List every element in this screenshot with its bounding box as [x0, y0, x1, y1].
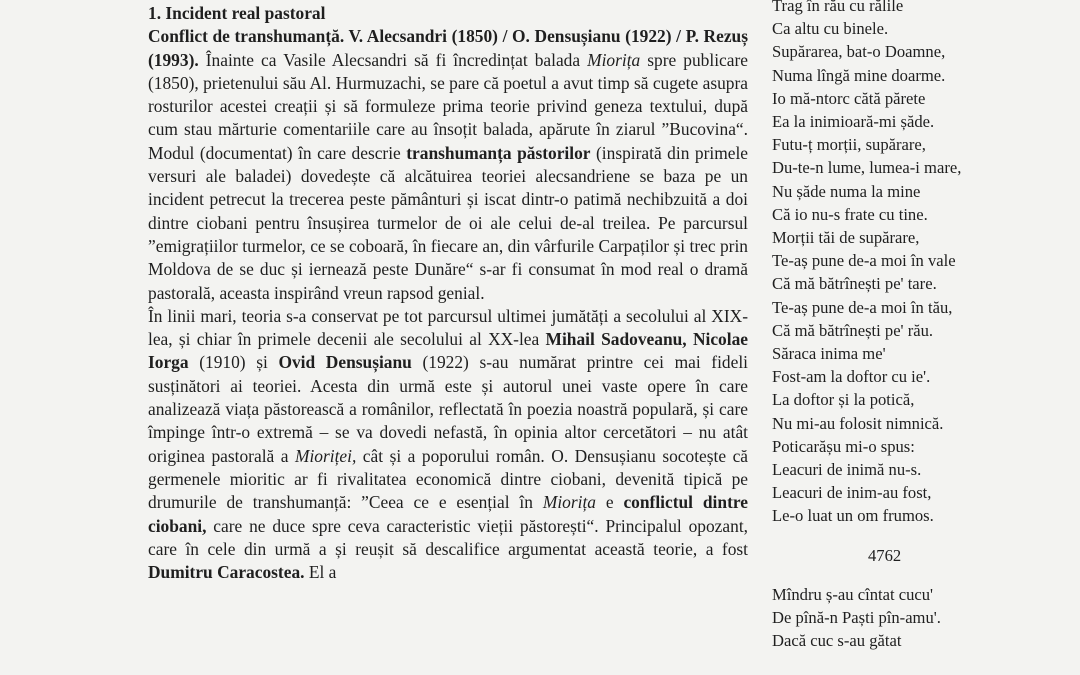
- bold-name: Ovid Densușianu: [278, 352, 412, 373]
- text: cât și a poporului român. O. Densușianu socotește că germenele mioritic ar fi rivalitatea economică dintre ciobani, devenită tipică pe drumurile de transhumanță: ”Ceea ce e esențial în: [148, 445, 749, 513]
- italic-title: Miorița: [587, 49, 641, 70]
- verse-line: Săraca inima me': [772, 344, 886, 364]
- verse-line: Poticarășu mi-o spus:: [772, 436, 915, 456]
- verse-line: Futu-ț morții, supărare,: [772, 135, 926, 155]
- verse-line: Numa lîngă mine doarme.: [772, 65, 946, 85]
- section-title: 1. Incident real pastoral: [148, 3, 326, 23]
- text: (1922) s-au numărat printre cei mai fideli susținători ai teoriei. Acesta din urmă este și autorul unei vaste opere în care analizează viața păstorească a românilor, reflectată în poezia noastră populară, și care împinge într-o extremă – se va dovedi nefastă, în opinia altor cercetători – nu atât originea pastorală a: [148, 352, 748, 466]
- verse-line: Io mă-ntorc cătă părete: [772, 88, 926, 108]
- verse-line: Du-te-n lume, lumea-i mare,: [772, 158, 962, 178]
- verse-line: Nu șăde numa la mine: [772, 181, 921, 201]
- song-number: 4762: [868, 545, 902, 565]
- verse-line: Te-aș pune de-a moi în vale: [772, 251, 956, 271]
- text: În linii mari, teoria s-a conservat pe tot parcursul ultimei jumătăți a secolului al XIX-lea, și chiar în primele decenii ale secolului al XX-lea: [148, 305, 748, 350]
- verse-line: Mîndru ș-au cîntat cucu': [772, 584, 934, 604]
- verse-line: Dacă cuc s-au gătat: [772, 631, 902, 651]
- verse-line: De pînă-n Paști pîn-amu'.: [772, 608, 941, 628]
- verse-line: Că io nu-s frate cu tine.: [772, 204, 928, 224]
- verse-block-1: [772, 0, 1072, 528]
- verse-column: [772, 0, 1072, 652]
- verse-line: Le-o luat un om frumos.: [772, 506, 934, 526]
- verse-line: Nu mi-au folosit nimnică.: [772, 413, 944, 433]
- verse-line: Fost-am la doftor cu ie'.: [772, 367, 931, 387]
- italic-title: Mioriței,: [294, 445, 357, 466]
- text: e: [595, 492, 624, 513]
- verse-line: Leacuri de inim-au fost,: [772, 483, 932, 503]
- paragraph-1: [148, 25, 748, 305]
- text: Înainte ca Vasile Alecsandri să fi încredințat balada: [198, 49, 588, 70]
- verse-line: Trag în rău cu rălile: [772, 0, 904, 15]
- verse-line: Ea la inimioară-mi șăde.: [772, 112, 935, 132]
- verse-line: La doftor și la potică,: [772, 390, 915, 410]
- bold-term: transhumanța păstorilor: [406, 142, 591, 163]
- bold-term: conflictul dintre ciobani,: [148, 492, 748, 536]
- bold-name: Dumitru Caracostea.: [148, 562, 305, 583]
- text: El a: [304, 562, 337, 583]
- text: (inspirată din primele versuri ale baladei) dovedește că alcătuirea teoriei alecsandriene se baza pe un incident petrecut la trecerea peste pământuri și iscat dintr-o patimă nechibzuită a doi dintre ciobani pentru însușirea turmelor de oi ale celui de-al treilea. Pe parcursul ”emigrațiilor turmelor, ce se coboară, în fiecare an, din vârfurile Carpaților și trec prin Moldova de se duc și iernează peste Dunăre“ s-ar fi consumat în mod real o dramă pastorală, aceasta inspirând vreun rapsod genial.: [148, 142, 748, 303]
- verse-line: Că mă bătrînești pe' rău.: [772, 320, 934, 340]
- italic-title: Miorița: [542, 492, 596, 513]
- main-text-column: [148, 2, 748, 584]
- text: (1910) și: [188, 352, 279, 373]
- bold-names: Mihail Sadoveanu, Nicolae Iorga: [148, 329, 748, 373]
- verse-block-2: [772, 583, 1072, 653]
- text: care ne duce spre ceva caracteristic vieții păstorești“. Principalul opozant, care în cele din urmă a și reușit să descalifice argumentat această teorie, a fost: [148, 515, 748, 559]
- verse-line: Te-aș pune de-a moi în tău,: [772, 297, 953, 317]
- verse-line: Leacuri de inimă nu-s.: [772, 460, 922, 480]
- bold-heading: Conflict de transhumanță. V. Alecsandri (1850) / O. Densușianu (1922) / P. Rezuș (1993).: [148, 26, 748, 70]
- verse-line: Ca altu cu binele.: [772, 19, 889, 39]
- verse-line: Morții tăi de supărare,: [772, 228, 920, 248]
- verse-line: Că mă bătrînești pe' tare.: [772, 274, 937, 294]
- paragraph-2: [148, 305, 748, 585]
- text: spre publicare (1850), prietenului său Al. Hurmuzachi, se pare că poetul a avut timp să cugete asupra rosturilor acestei creații și să formuleze prima teorie privind geneza textului, după cum stau mărturie comentariile care au însoțit balada, apărute în ziarul ”Bucovina“. Modul (documentat) în care descrie: [148, 49, 748, 163]
- verse-line: Supărarea, bat-o Doamne,: [772, 42, 946, 62]
